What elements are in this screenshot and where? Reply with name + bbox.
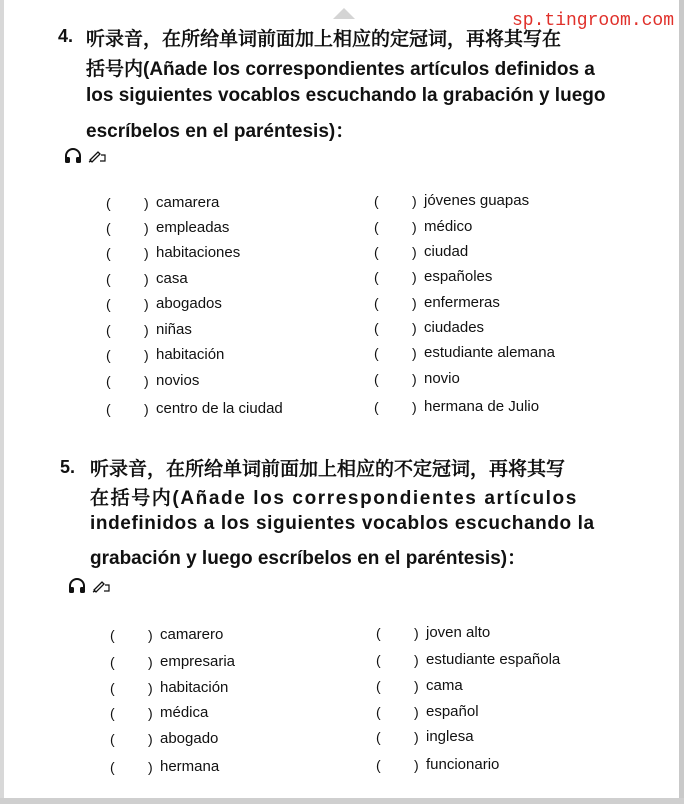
- open-paren: (: [376, 728, 381, 745]
- open-paren: (: [376, 677, 381, 694]
- vocabulary-word: hermana: [160, 758, 220, 775]
- close-paren: ): [144, 295, 149, 312]
- vocabulary-word: centro de la ciudad: [156, 400, 283, 417]
- open-paren: (: [376, 624, 381, 641]
- headphones-icon: [64, 148, 82, 164]
- answer-blank[interactable]: [106, 271, 156, 287]
- open-paren: (: [376, 651, 381, 668]
- open-paren: (: [110, 626, 115, 643]
- open-paren: (: [106, 219, 111, 236]
- open-paren: (: [110, 758, 115, 775]
- q4-left-item: [106, 372, 199, 389]
- answer-blank[interactable]: [376, 625, 426, 641]
- writing-hand-icon: [92, 579, 110, 593]
- close-paren: ): [412, 294, 417, 311]
- answer-blank[interactable]: [106, 322, 156, 338]
- close-paren: ): [412, 243, 417, 260]
- open-paren: (: [106, 321, 111, 338]
- exercise-5-icons: [68, 578, 110, 594]
- close-paren: ): [144, 194, 149, 211]
- exercise-5-number: 5.: [60, 457, 76, 477]
- answer-blank[interactable]: [110, 654, 160, 670]
- watermark: sp.tingroom.com: [512, 11, 675, 31]
- close-paren: ): [148, 704, 153, 721]
- vocabulary-word: abogado: [160, 730, 219, 747]
- q4-right-item: [374, 243, 468, 260]
- exercise-4-number: 4.: [58, 26, 74, 46]
- exercise-5-instruction-line-3: indefinidos a los siguientes vocablos escuchando la: [90, 513, 595, 534]
- vocabulary-word: inglesa: [426, 728, 474, 745]
- answer-blank[interactable]: [106, 220, 156, 236]
- close-paren: ): [148, 730, 153, 747]
- q4-right-item: [374, 344, 555, 361]
- q5-left-item: [110, 626, 223, 643]
- answer-blank[interactable]: [106, 401, 156, 417]
- answer-blank[interactable]: [106, 245, 156, 261]
- q4-left-item: [106, 400, 283, 417]
- open-paren: (: [106, 194, 111, 211]
- q4-left-item: [106, 270, 188, 287]
- vocabulary-word: españoles: [424, 268, 493, 285]
- q4-left-item: [106, 194, 219, 211]
- exercise-4-instruction-line-4: escríbelos en el paréntesis)：: [86, 121, 355, 142]
- answer-blank[interactable]: [376, 729, 426, 745]
- q5-left-item: [110, 653, 235, 670]
- q4-right-item: [374, 192, 529, 209]
- vocabulary-word: funcionario: [426, 756, 500, 773]
- vocabulary-word: habitación: [160, 679, 229, 696]
- exercise-4-icons: [64, 148, 106, 164]
- open-paren: (: [110, 730, 115, 747]
- vocabulary-word: novio: [424, 370, 460, 387]
- open-paren: (: [110, 653, 115, 670]
- answer-blank[interactable]: [376, 757, 426, 773]
- answer-blank[interactable]: [376, 704, 426, 720]
- q4-right-item: [374, 268, 492, 285]
- vocabulary-word: ciudad: [424, 243, 469, 260]
- answer-blank[interactable]: [376, 652, 426, 668]
- answer-blank[interactable]: [106, 195, 156, 211]
- exercise-5-instruction-line-2: 在括号内(Añade los correspondientes artículos: [90, 488, 578, 509]
- exercise-4-instruction-line-1: 听录音，在所给单词前面加上相应的定冠词，再将其写在: [86, 29, 562, 50]
- close-paren: ): [414, 703, 419, 720]
- answer-blank[interactable]: [374, 295, 424, 311]
- close-paren: ): [412, 398, 417, 415]
- open-paren: (: [376, 756, 381, 773]
- q5-right-item: [376, 703, 479, 720]
- close-paren: ): [148, 679, 153, 696]
- close-paren: ): [144, 400, 149, 417]
- close-paren: ): [144, 346, 149, 363]
- q4-right-item: [374, 319, 484, 336]
- q5-left-item: [110, 758, 219, 775]
- vocabulary-word: casa: [156, 270, 188, 287]
- vocabulary-word: cama: [426, 677, 463, 694]
- answer-blank[interactable]: [374, 320, 424, 336]
- vocabulary-word: empresaria: [160, 653, 236, 670]
- close-paren: ): [414, 728, 419, 745]
- answer-blank[interactable]: [374, 371, 424, 387]
- vocabulary-word: joven alto: [426, 624, 491, 641]
- q5-right-item: [376, 651, 560, 668]
- q4-left-item: [106, 346, 224, 363]
- close-paren: ): [144, 219, 149, 236]
- answer-blank[interactable]: [374, 219, 424, 235]
- page-bottom-border: [0, 798, 684, 804]
- open-paren: (: [110, 679, 115, 696]
- close-paren: ): [414, 624, 419, 641]
- answer-blank[interactable]: [374, 193, 424, 209]
- open-paren: (: [106, 270, 111, 287]
- close-paren: ): [148, 626, 153, 643]
- q4-right-item: [374, 370, 460, 387]
- q4-right-item: [374, 398, 539, 415]
- answer-blank[interactable]: [106, 373, 156, 389]
- open-paren: (: [374, 268, 379, 285]
- vocabulary-word: hermana de Julio: [424, 398, 540, 415]
- vocabulary-word: español: [426, 703, 479, 720]
- q4-left-item: [106, 295, 222, 312]
- close-paren: ): [144, 321, 149, 338]
- open-paren: (: [374, 243, 379, 260]
- q4-left-item: [106, 321, 192, 338]
- headphones-icon: [68, 578, 86, 594]
- vocabulary-word: niñas: [156, 321, 192, 338]
- open-paren: (: [374, 370, 379, 387]
- q5-left-item: [110, 704, 208, 721]
- open-paren: (: [106, 295, 111, 312]
- open-paren: (: [374, 192, 379, 209]
- answer-blank[interactable]: [374, 399, 424, 415]
- close-paren: ): [412, 192, 417, 209]
- close-paren: ): [412, 370, 417, 387]
- answer-blank[interactable]: [376, 678, 426, 694]
- close-paren: ): [414, 756, 419, 773]
- open-paren: (: [374, 218, 379, 235]
- q5-right-item: [376, 756, 499, 773]
- answer-blank[interactable]: [110, 759, 160, 775]
- q4-right-item: [374, 294, 500, 311]
- close-paren: ): [412, 218, 417, 235]
- close-paren: ): [412, 319, 417, 336]
- close-paren: ): [414, 677, 419, 694]
- open-paren: (: [374, 344, 379, 361]
- open-paren: (: [106, 400, 111, 417]
- open-paren: (: [106, 346, 111, 363]
- vocabulary-word: habitaciones: [156, 244, 241, 261]
- answer-blank[interactable]: [374, 269, 424, 285]
- vocabulary-word: ciudades: [424, 319, 485, 336]
- answer-blank[interactable]: [110, 680, 160, 696]
- close-paren: ): [148, 653, 153, 670]
- vocabulary-word: camarero: [160, 626, 224, 643]
- open-paren: (: [106, 372, 111, 389]
- open-paren: (: [106, 244, 111, 261]
- open-paren: (: [376, 703, 381, 720]
- open-paren: (: [374, 294, 379, 311]
- answer-blank[interactable]: [110, 627, 160, 643]
- close-paren: ): [412, 268, 417, 285]
- close-paren: ): [144, 270, 149, 287]
- q5-right-item: [376, 728, 474, 745]
- answer-blank[interactable]: [106, 296, 156, 312]
- close-paren: ): [144, 244, 149, 261]
- close-paren: ): [148, 758, 153, 775]
- page-left-border: [0, 0, 4, 804]
- vocabulary-word: novios: [156, 372, 200, 389]
- open-paren: (: [110, 704, 115, 721]
- vocabulary-word: abogados: [156, 295, 222, 312]
- vocabulary-word: médica: [160, 704, 209, 721]
- q5-right-item: [376, 624, 490, 641]
- vocabulary-word: camarera: [156, 194, 220, 211]
- answer-blank[interactable]: [110, 731, 160, 747]
- answer-blank[interactable]: [374, 244, 424, 260]
- open-paren: (: [374, 319, 379, 336]
- vocabulary-word: estudiante alemana: [424, 344, 555, 361]
- exercise-4-instruction-line-3: los siguientes vocablos escuchando la grabación y luego: [86, 85, 606, 106]
- answer-blank[interactable]: [110, 705, 160, 721]
- vocabulary-word: jóvenes guapas: [424, 192, 530, 209]
- exercise-5-instruction-line-4: grabación y luego escríbelos en el paréntesis)：: [90, 548, 527, 569]
- q5-right-item: [376, 677, 463, 694]
- vocabulary-word: médico: [424, 218, 473, 235]
- exercise-5-instruction-line-1: 听录音，在所给单词前面加上相应的不定冠词，再将其写: [90, 459, 566, 480]
- writing-hand-icon: [88, 149, 106, 163]
- exercise-4-instruction-line-2: 括号内(Añade los correspondientes artículos definidos a: [86, 59, 595, 80]
- open-paren: (: [374, 398, 379, 415]
- page-right-border: [679, 0, 684, 804]
- q4-right-item: [374, 218, 472, 235]
- q4-left-item: [106, 244, 240, 261]
- answer-blank[interactable]: [374, 345, 424, 361]
- q4-left-item: [106, 219, 229, 236]
- close-paren: ): [412, 344, 417, 361]
- q5-left-item: [110, 679, 228, 696]
- answer-blank[interactable]: [106, 347, 156, 363]
- close-paren: ): [414, 651, 419, 668]
- close-paren: ): [144, 372, 149, 389]
- vocabulary-word: enfermeras: [424, 294, 500, 311]
- scroll-up-arrow[interactable]: [333, 8, 355, 19]
- q5-left-item: [110, 730, 218, 747]
- vocabulary-word: empleadas: [156, 219, 230, 236]
- vocabulary-word: habitación: [156, 346, 225, 363]
- vocabulary-word: estudiante española: [426, 651, 561, 668]
